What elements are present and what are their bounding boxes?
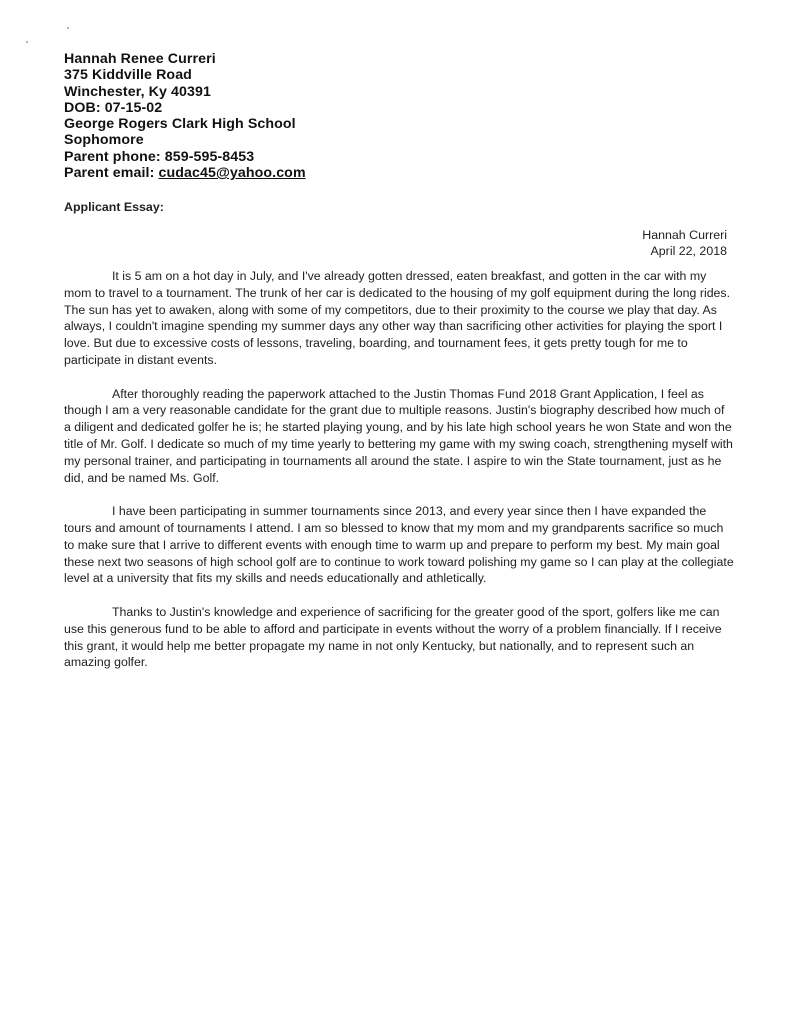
scan-speck [67,27,69,29]
grade-level: Sophomore [64,132,144,149]
essay-paragraph: I have been participating in summer tournaments since 2013, and every year since then I have expanded the tours and amount of tournaments I attend. I am so blessed to know that my mom and my grandparents sacrifice so much to make sure that I arrive to different events with enough time to warm up and prepare to perform my best. My main goal these next two seasons of high school golf are to continue to work toward polishing my game so I can play at the collegiate level at a university that fits my skills and needs educationally and athletically. [64,504,734,586]
applicant-name: Hannah Renee Curreri [64,51,216,67]
address-city-state-zip: Winchester, Ky 40391 [64,83,211,100]
signature-date: April 22, 2018 [650,243,727,258]
section-heading-applicant-essay: Applicant Essay: [64,200,164,214]
essay-paragraph: After thoroughly reading the paperwork attached to the Justin Thomas Fund 2018 Grant Application, I feel as though I am a very reasonable candidate for the grant due to multiple reasons. Justin's biography described how much of a diligent and dedicated golfer he is; he started playing young, and by his late high school years he won State and won the title of Mr. Golf. I dedicate so much of my time yearly to bettering my game with my swing coach, strengthening myself with my personal trainer, and participating in tournaments all around the state. I aspire to win the State tournament, just as he did, and be named Ms. Golf. [64,386,733,485]
essay-body [64,268,734,688]
essay-paragraph: It is 5 am on a hot day in July, and I've already gotten dressed, eaten breakfast, and gotten in the car with my mom to travel to a tournament. The trunk of her car is dedicated to the housing of my golf equipment during the long rides. The sun has yet to awaken, along with some of my competitors, due to their proximity to the course we play that day. As always, I couldn't imagine spending my summer days any other way than sacrificing other activities for playing the sport I love. But due to excessive costs of lessons, traveling, boarding, and tournament fees, it gets pretty tough for me to participate in distant events. [64,269,731,367]
essay-paragraph: Thanks to Justin's knowledge and experience of sacrificing for the greater good of the sport, golfers like me can use this generous fund to be able to afford and participate in events without the worry of a problem financially. If I receive this grant, it would help me better propagate my name in not only Kentucky, but nationally, and to represent such an amazing golfer. [64,604,722,670]
parent-email-label: Parent email: [64,165,159,182]
date-of-birth: DOB: 07-15-02 [64,99,163,116]
parent-email-link[interactable]: cudac45@yahoo.com [158,165,306,182]
signature-block [642,228,727,259]
school-name: George Rogers Clark High School [64,116,296,133]
parent-phone: Parent phone: 859-595-8453 [64,148,255,165]
scan-speck [26,41,28,43]
signature-name: Hannah Curreri [642,228,727,242]
address-street: 375 Kiddville Road [64,67,192,84]
applicant-contact-block [64,51,306,181]
parent-email-line [64,165,306,181]
